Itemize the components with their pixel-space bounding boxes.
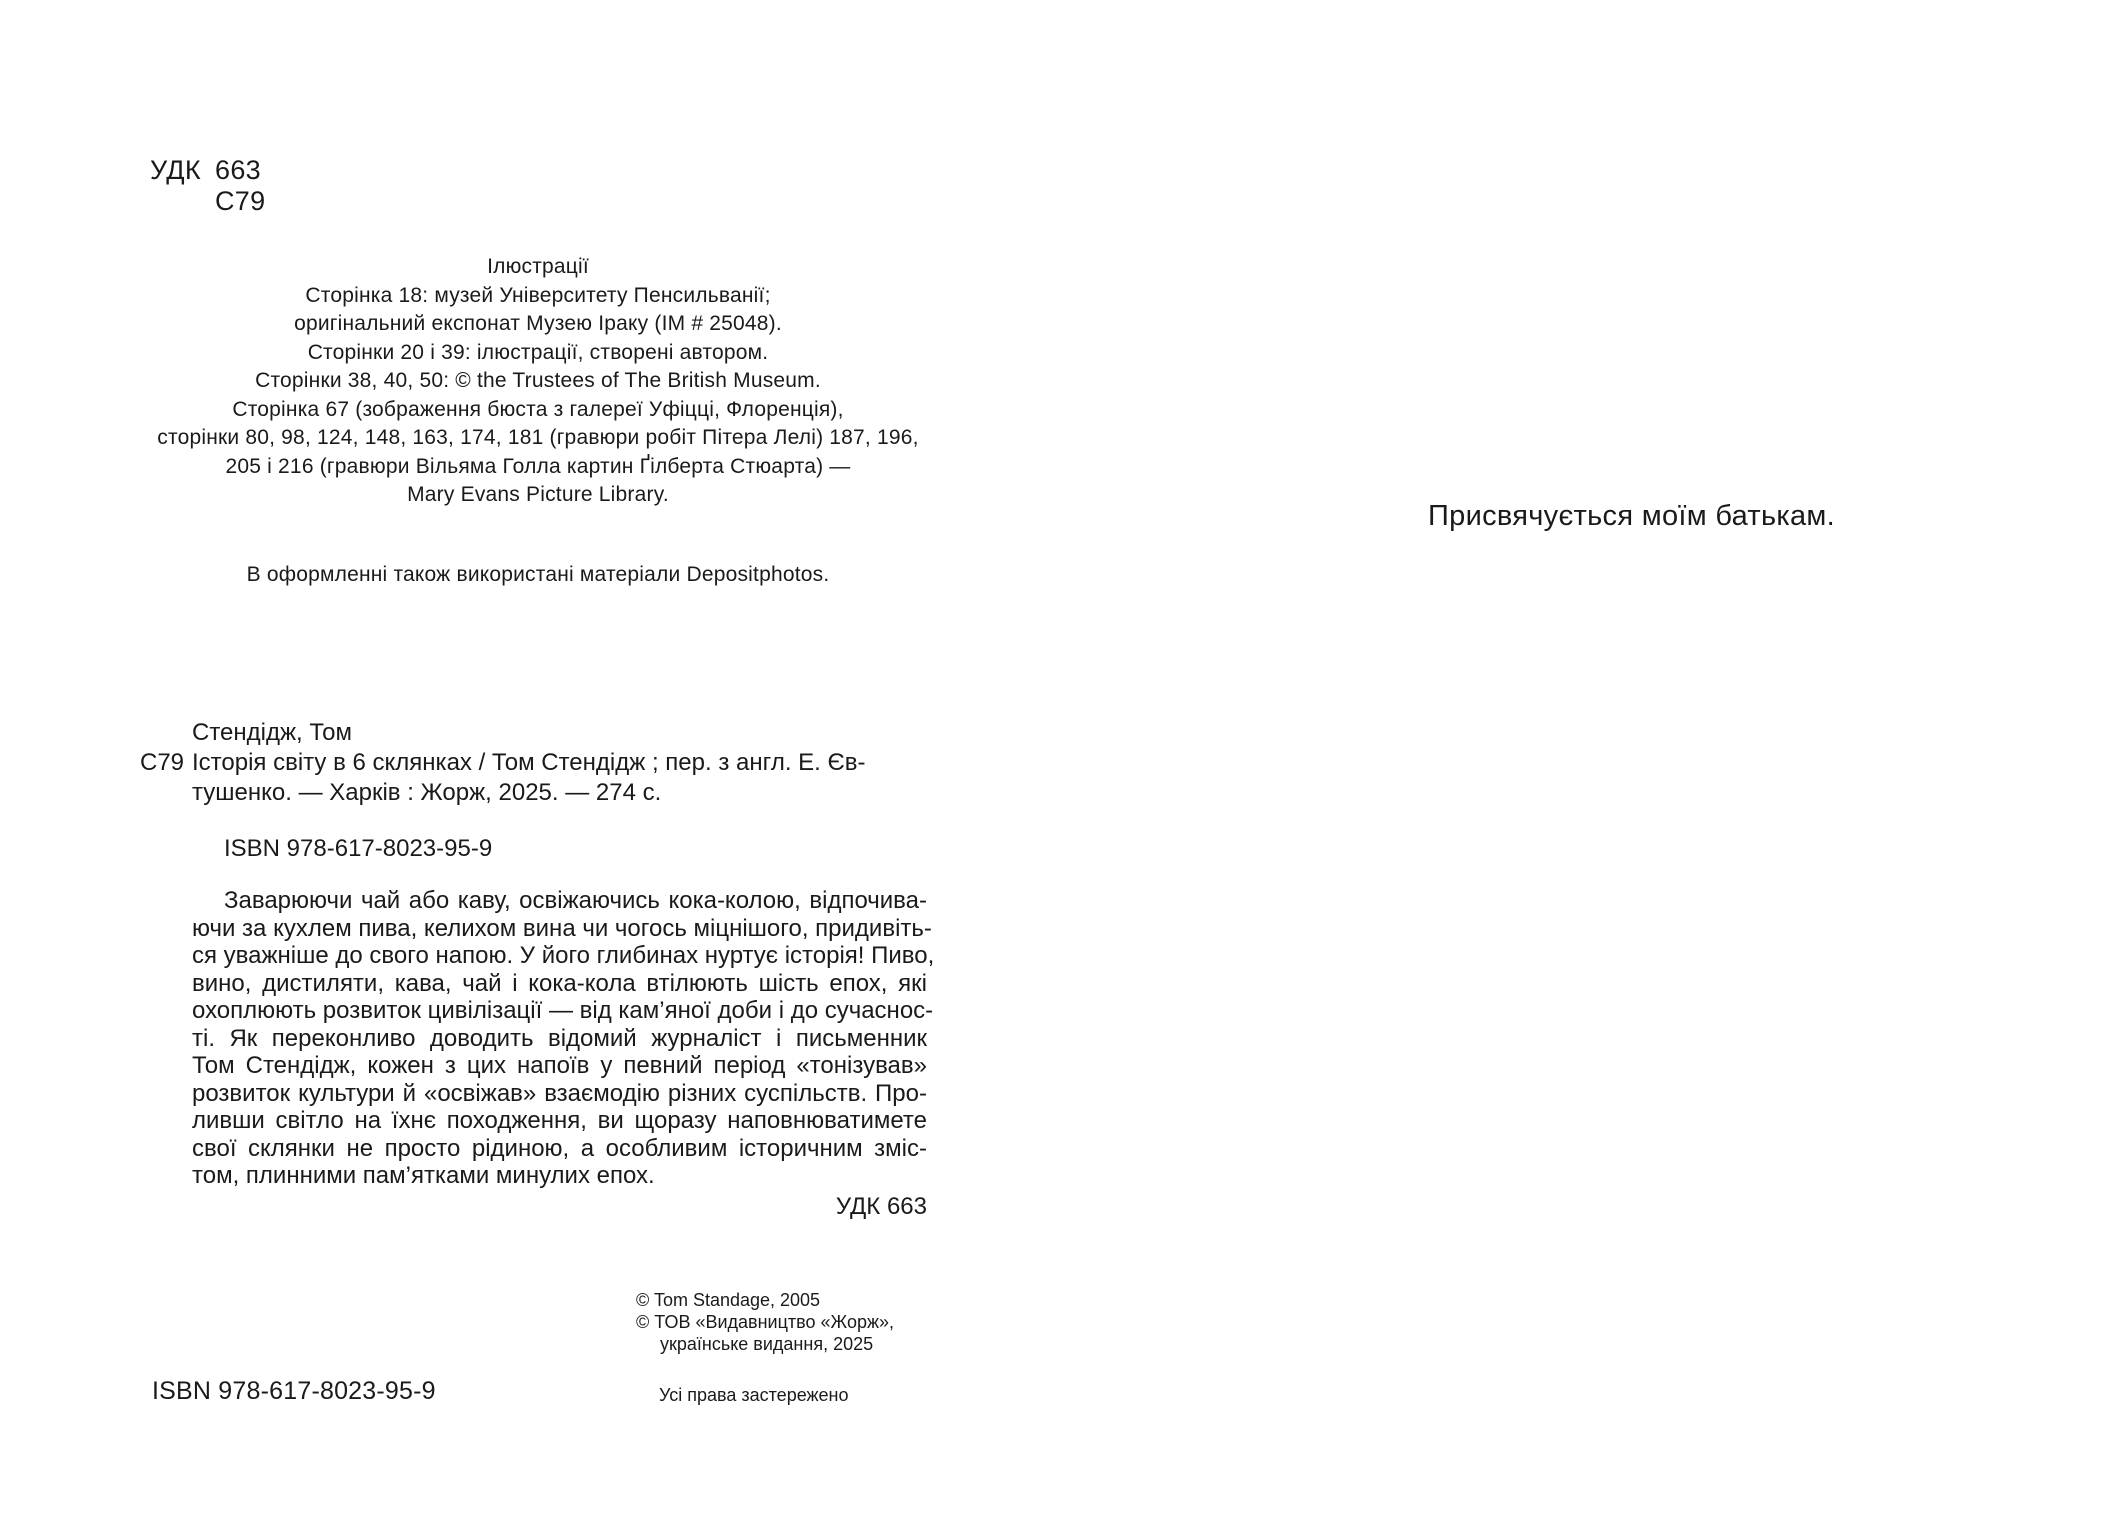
rights-reserved: Усі права застережено	[659, 1385, 849, 1405]
shelf-mark: С79	[140, 749, 185, 776]
annotation-line: том, плинними пам’ятками минулих епох.	[192, 1162, 655, 1189]
udk-block	[150, 155, 265, 217]
catalog-title	[140, 748, 935, 808]
catalog-title-row	[140, 748, 935, 808]
copyright-edition: українське видання, 2025	[660, 1334, 874, 1354]
design-note: В оформленні також використані матеріали Depositphotos.	[246, 563, 830, 586]
credits-line: Сторінки 38, 40, 50: © the Trustees of The British Museum.	[255, 369, 821, 392]
dedication-page	[1063, 0, 2126, 1535]
copyright-block	[636, 1289, 894, 1355]
annotation-line: ті. Як переконливо доводить відомий журналіст і письменник	[192, 1024, 927, 1052]
credits-line: оригінальний експонат Музею Іраку (IM # 25048).	[294, 312, 782, 335]
annotation-line: ся уважніше до свого напою. У його глибинах нуртує історія! Пиво,	[192, 942, 935, 969]
catalog-isbn: ISBN 978-617-8023-95-9	[224, 835, 493, 862]
author-mark: С79	[215, 186, 266, 216]
isbn-bottom: ISBN 978-617-8023-95-9	[152, 1377, 436, 1405]
annotation-udk: УДК 663	[835, 1193, 927, 1220]
illustration-credits	[140, 253, 936, 510]
annotation-line: Том Стендідж, кожен з цих напоїв у певний період «тонізував»	[192, 1052, 927, 1079]
credits-line: Сторінка 18: музей Університету Пенсильванії;	[305, 283, 771, 307]
annotation-line: ливши світло на їхнє походження, ви щоразу наповнюватимете	[192, 1107, 927, 1134]
credits-line: Сторінка 67 (зображення бюста з галереї Уфіцці, Флоренція),	[232, 397, 844, 421]
dedication: Присвячується моїм батькам.	[1428, 500, 1836, 532]
udk-label: УДК	[150, 155, 201, 185]
udk-code: 663	[215, 155, 261, 185]
catalog-title-line: Історія світу в 6 склянках / Том Стендідж ; пер. з англ. Е. Єв-	[192, 749, 866, 776]
annotation	[192, 887, 935, 1190]
catalog-title-line: тушенко. — Харків : Жорж, 2025. — 274 с.	[192, 779, 662, 806]
annotation-line: розвиток культури й «освіжав» взаємодію різних суспільств. Про-	[192, 1079, 927, 1107]
annotation-line: свої склянки не просто рідиною, а особливим історичним зміс-	[192, 1134, 927, 1162]
copyright-publisher: © ТОВ «Видавництво «Жорж»,	[636, 1312, 895, 1332]
annotation-line: охоплюють розвиток цивілізації — від кам’яної доби і до сучаснос-	[192, 997, 934, 1024]
catalog-author: Стендідж, Том	[192, 719, 353, 746]
copyright-author: © Tom Standage, 2005	[636, 1290, 821, 1310]
catalog-record	[140, 718, 935, 864]
credits-line: 205 і 216 (гравюри Вільяма Голла картин Ґілберта Стюарта) —	[225, 454, 851, 478]
credits-line: сторінки 80, 98, 124, 148, 163, 174, 181 (гравюри робіт Пітера Лелі) 187, 196,	[157, 426, 919, 449]
credits-heading: Ілюстрації	[487, 255, 589, 278]
credits-line: Сторінки 20 і 39: ілюстрації, створені автором.	[307, 340, 769, 364]
annotation-line: вино, дистиляти, кава, чай і кока-кола втілюють шість епох, які	[192, 969, 927, 997]
credits-line: Mary Evans Picture Library.	[407, 483, 669, 506]
annotation-line: Заварюючи чай або каву, освіжаючись кока-колою, відпочива-	[224, 887, 927, 914]
annotation-line: ючи за кухлем пива, келихом вина чи чогось міцнішого, придивіть-	[192, 914, 932, 942]
